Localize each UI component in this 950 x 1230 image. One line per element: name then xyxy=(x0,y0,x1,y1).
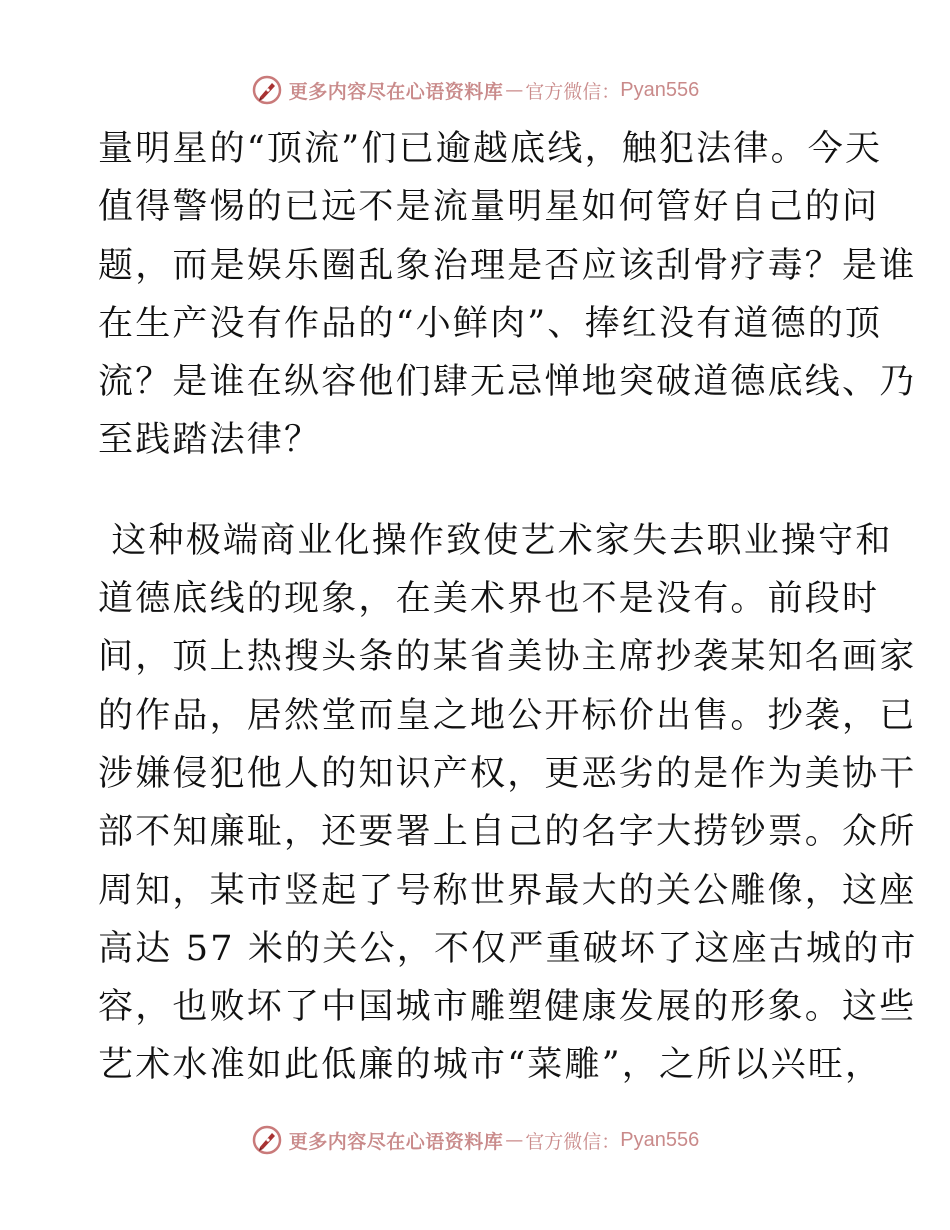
text-line: 高达 57 米的关公，不仅严重破坏了这座古城的市 xyxy=(98,928,918,969)
paragraph-1 xyxy=(98,120,917,470)
text-line: 在生产没有作品的“小鲜肉”、捧红没有道德的顶 xyxy=(98,303,883,344)
text-line: 间，顶上热搜头条的某省美协主席抄袭某知名画家 xyxy=(98,637,917,678)
text-line: 值得警惕的已远不是流量明星如何管好自己的问 xyxy=(98,187,880,228)
header-banner xyxy=(0,70,950,110)
text-line: 流？是谁在纵容他们肆无忌惮地突破道德底线、乃 xyxy=(98,362,917,403)
text-line: 这种极端商业化操作致使艺术家失去职业操守和 xyxy=(98,520,893,561)
text-line: 容，也败坏了中国城市雕塑健康发展的形象。这些 xyxy=(98,987,917,1028)
footer-wechat-label: 官方微信： xyxy=(525,1130,621,1153)
pen-nib-logo-icon xyxy=(251,1124,283,1156)
header-slogan: 更多内容尽在心语资料库 xyxy=(288,80,504,103)
text-line: 的作品，居然堂而皇之地公开标价出售。抄袭，已 xyxy=(98,695,917,736)
footer-slogan: 更多内容尽在心语资料库 xyxy=(288,1130,504,1153)
text-line: 周知，某市竖起了号称世界最大的关公雕像，这座 xyxy=(98,870,917,911)
text-line: 道德底线的现象，在美术界也不是没有。前段时 xyxy=(98,579,880,620)
text-line: 艺术水准如此低廉的城市“菜雕”，之所以兴旺， xyxy=(98,1045,883,1086)
document-body xyxy=(98,120,918,1095)
footer-wechat-id: Pyan556 xyxy=(620,1128,700,1151)
paragraph-spacer xyxy=(98,470,858,512)
paragraph-2 xyxy=(98,512,918,1095)
header-wechat-id: Pyan556 xyxy=(620,78,700,101)
header-separator: — xyxy=(505,79,524,101)
text-line: 至践踏法律？ xyxy=(98,420,322,461)
text-line: 题，而是娱乐圈乱象治理是否应该刮骨疗毒？是谁 xyxy=(98,245,917,286)
text-line: 量明星的“顶流”们已逾越底线，触犯法律。今天 xyxy=(98,129,883,169)
footer-separator: — xyxy=(505,1129,524,1151)
pen-nib-logo-icon xyxy=(251,74,283,106)
text-line: 涉嫌侵犯他人的知识产权，更恶劣的是作为美协干 xyxy=(98,753,917,794)
footer-banner xyxy=(0,1120,950,1160)
header-wechat-label: 官方微信： xyxy=(525,80,621,103)
text-line: 部不知廉耻，还要署上自己的名字大捞钞票。众所 xyxy=(98,812,917,853)
